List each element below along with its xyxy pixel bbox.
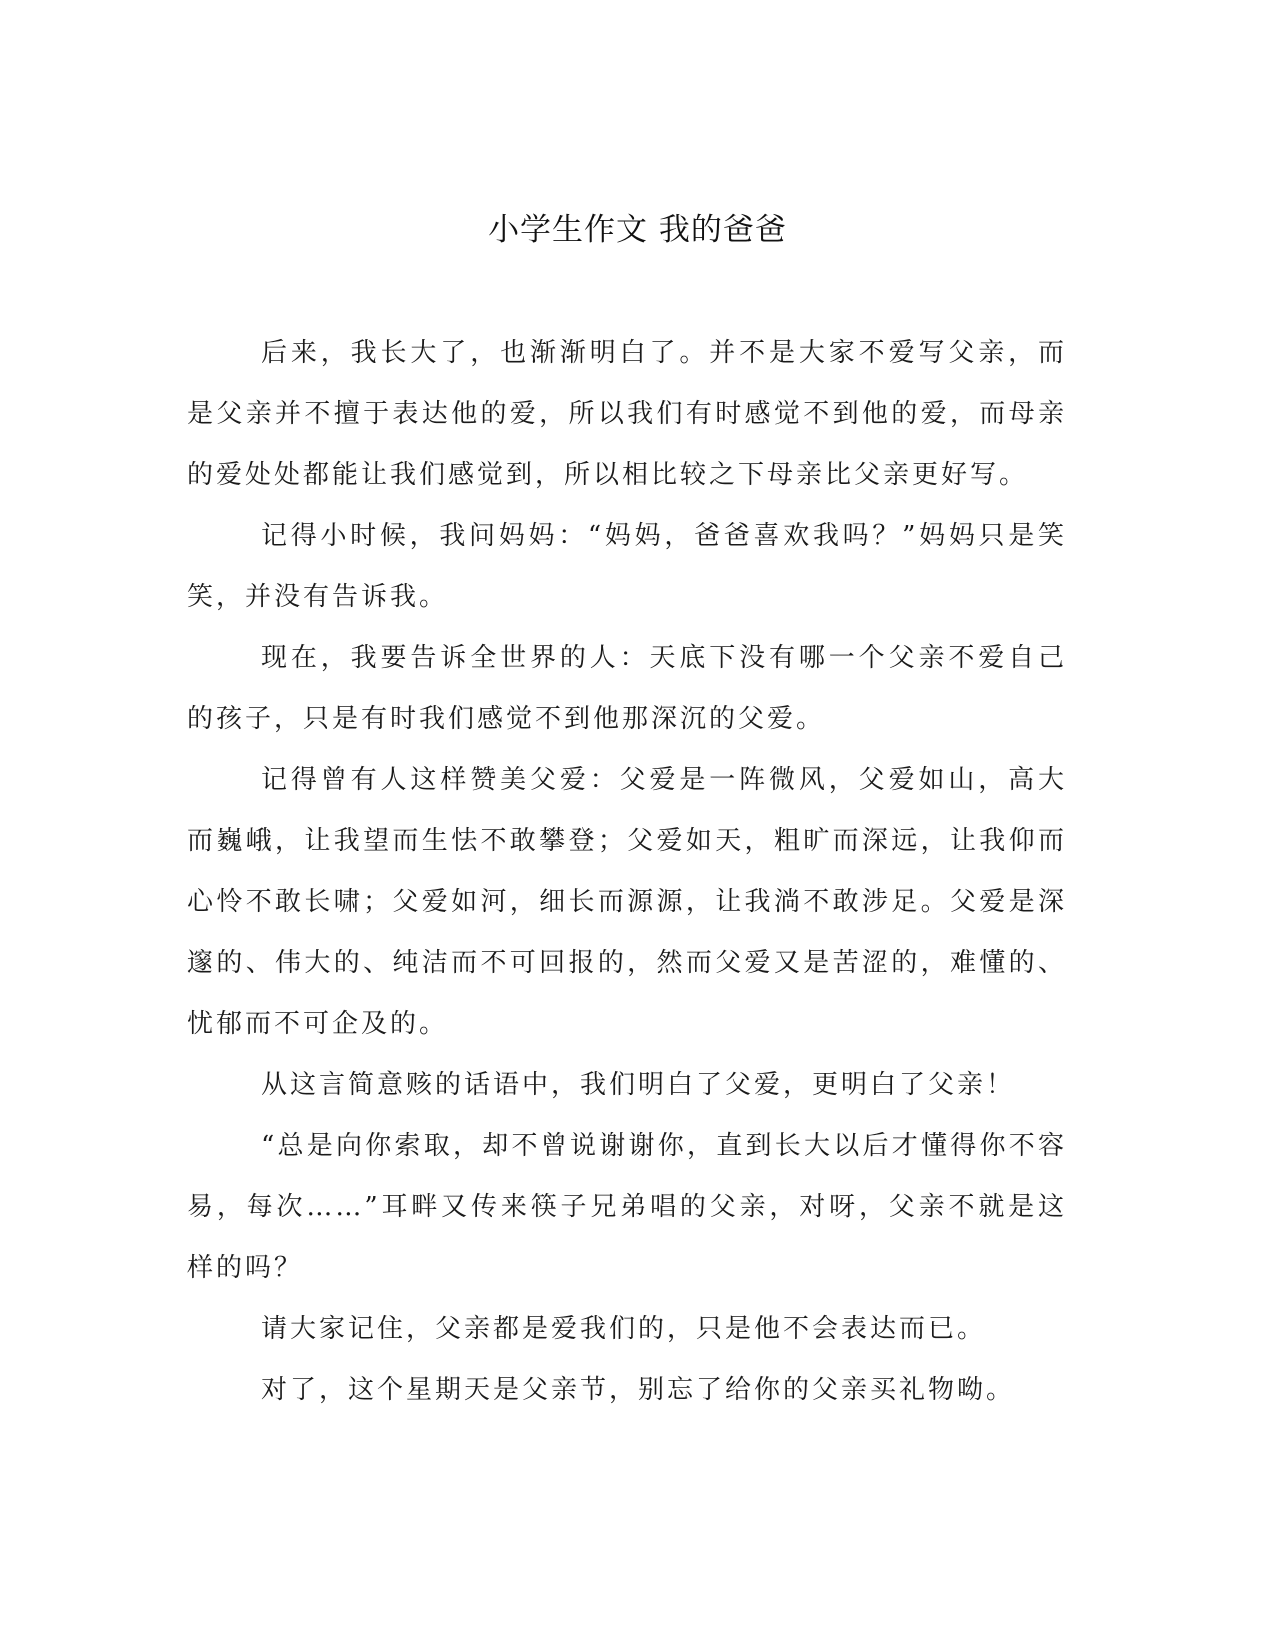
document-body [187, 323, 1067, 1421]
document-title: 小学生作文 我的爸爸 [488, 212, 787, 248]
paragraph-8: 对了，这个星期天是父亲节，别忘了给你的父亲买礼物呦。 [261, 1375, 1016, 1405]
paragraph-7: 请大家记住，父亲都是爱我们的，只是他不会表达而已。 [261, 1314, 987, 1344]
paragraph-4: 记得曾有人这样赞美父爱：父爱是一阵微风，父爱如山，高大而巍峨，让我望而生怯不敢攀登；父爱如天，粗旷而深远，让我仰而心怜不敢长啸；父爱如河，细长而源源，让我淌不敢涉足。父爱是深邃的、伟大的、纯洁而不可回报的，然而父爱又是苦涩的，难懂的、忧郁而不可企及的。 [187, 765, 1067, 1039]
paragraph-2: 记得小时候，我问妈妈：“妈妈，爸爸喜欢我吗？”妈妈只是笑笑，并没有告诉我。 [187, 521, 1067, 612]
paragraph-6: “总是向你索取，却不曾说谢谢你，直到长大以后才懂得你不容易，每次……”耳畔又传来筷子兄弟唱的父亲，对呀，父亲不就是这样的吗？ [187, 1131, 1067, 1283]
paragraph-3: 现在，我要告诉全世界的人：天底下没有哪一个父亲不爱自己的孩子，只是有时我们感觉不到他那深沉的父爱。 [187, 643, 1067, 734]
paragraph-5: 从这言简意赅的话语中，我们明白了父爱，更明白了父亲！ [261, 1070, 1016, 1100]
paragraph-1: 后来，我长大了，也渐渐明白了。并不是大家不爱写父亲，而是父亲并不擅于表达他的爱，所以我们有时感觉不到他的爱，而母亲的爱处处都能让我们感觉到，所以相比较之下母亲比父亲更好写。 [187, 338, 1067, 490]
